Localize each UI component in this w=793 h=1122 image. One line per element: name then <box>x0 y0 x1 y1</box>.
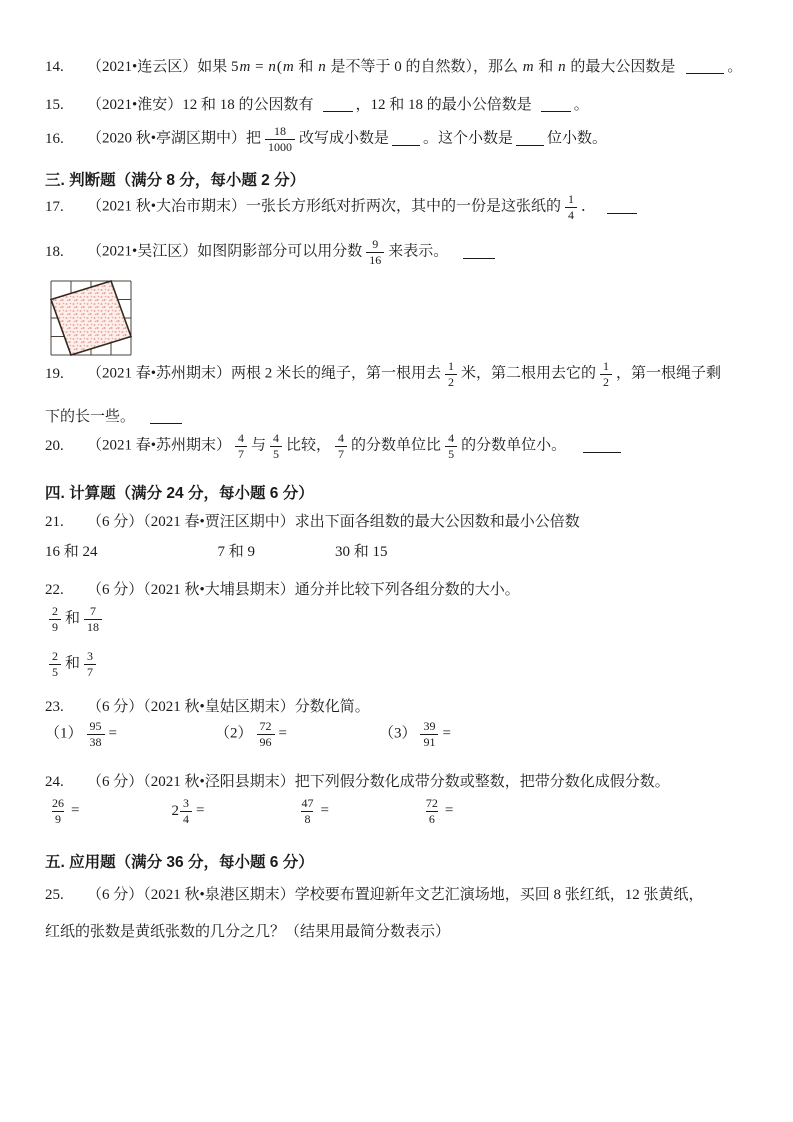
fraction-denominator: 91 <box>420 734 438 749</box>
fraction-numerator: 72 <box>425 796 438 810</box>
question-number: 23. <box>45 699 64 715</box>
fraction-denominator: 4 <box>180 811 192 826</box>
spacer <box>135 420 147 421</box>
text-run: = <box>195 802 205 819</box>
math-variable: m <box>239 59 251 75</box>
answer-blank <box>323 108 353 112</box>
question-number: 24. <box>45 774 64 790</box>
fraction <box>423 797 441 825</box>
math-variable: n <box>558 59 566 75</box>
fraction-numerator: 72 <box>259 719 272 733</box>
fraction-denominator: 5 <box>445 446 457 461</box>
math-variable: n <box>318 59 326 75</box>
text-run: ，第一根绳子剩 <box>616 365 722 382</box>
question-number: 18. <box>45 243 64 260</box>
answer-blank <box>607 210 637 214</box>
answer-blank <box>392 142 420 146</box>
fraction-numerator: 1 <box>568 192 575 206</box>
spacer <box>287 737 379 738</box>
answer-blank <box>516 142 544 146</box>
fraction-numerator: 39 <box>423 719 436 733</box>
question-17 <box>45 193 755 221</box>
text-run: 和 <box>534 59 558 75</box>
question-19 <box>45 360 755 388</box>
question-22 <box>45 580 755 602</box>
question-20 <box>45 432 755 460</box>
fraction <box>445 432 457 460</box>
fraction <box>420 720 438 748</box>
spacer <box>566 449 580 450</box>
question-number: 15. <box>45 97 64 113</box>
question-25 <box>45 885 755 907</box>
answer-blank <box>150 420 182 424</box>
text-run: 。 <box>727 59 743 75</box>
fraction-denominator: 2 <box>600 374 612 389</box>
text-run: 。 <box>573 97 589 113</box>
spacer <box>79 814 171 815</box>
answer-blank <box>541 108 571 112</box>
text-run: 比较， <box>286 437 332 454</box>
section-5-word-problems <box>45 852 755 874</box>
fraction-denominator: 96 <box>257 734 275 749</box>
fraction-numerator: 2 <box>52 649 58 663</box>
text-run: 下的长一些。 <box>45 409 136 425</box>
fraction-numerator: 95 <box>89 719 102 733</box>
fraction-numerator: 4 <box>273 431 280 445</box>
fraction <box>235 432 247 460</box>
fraction-denominator: 16 <box>366 252 384 267</box>
text-run: 和 <box>294 59 318 75</box>
question-22-pair-2 <box>45 650 755 678</box>
question-number: 17. <box>45 198 64 215</box>
text-run: 位小数。 <box>547 130 608 147</box>
fraction-denominator: 4 <box>565 207 577 222</box>
fraction-numerator: 9 <box>372 237 379 251</box>
spacer <box>117 737 215 738</box>
fraction-denominator: 7 <box>235 446 247 461</box>
spacer <box>532 108 538 109</box>
text-run: （1） <box>45 725 83 742</box>
fraction-numerator: 7 <box>90 604 97 618</box>
fraction <box>49 797 67 825</box>
fraction <box>180 797 192 825</box>
fraction-numerator: 2 <box>52 604 58 618</box>
text-run: ． <box>581 198 597 215</box>
text-run: = <box>71 802 80 819</box>
question-15 <box>45 95 755 117</box>
fraction <box>600 360 612 388</box>
spacer <box>314 108 320 109</box>
spacer <box>596 210 604 211</box>
mixed-number <box>171 797 196 825</box>
question-14 <box>45 57 755 79</box>
spacer <box>448 255 460 256</box>
fraction-numerator: 3 <box>87 649 94 663</box>
text-run: （6 分）（2021 秋•大埔县期末）通分并比较下列各组分数的大小。 <box>87 582 520 598</box>
text-run: （2020 秋•亭湖区期中）把 <box>87 130 262 147</box>
fraction-denominator: 8 <box>301 811 313 826</box>
math-variable: m <box>522 59 534 75</box>
text-run: 改写成小数是 <box>299 130 390 147</box>
answer-blank <box>463 255 495 259</box>
answer-blank <box>686 70 724 74</box>
fraction <box>49 605 61 633</box>
fraction-denominator: 18 <box>84 619 102 634</box>
text-run: （6 分）（2021 春•贾汪区期中）求出下面各组数的最大公因数和最小公倍数 <box>87 514 580 530</box>
text-run: 16 和 24 <box>45 544 98 560</box>
text-run: ，12 和 18 的最小公倍数是 <box>355 97 532 113</box>
question-16 <box>45 125 755 153</box>
fraction <box>257 720 275 748</box>
text-run: ( <box>276 59 282 75</box>
spacer <box>255 555 335 556</box>
text-run: = <box>251 59 268 75</box>
fraction-numerator: 47 <box>301 796 314 810</box>
question-number: 14. <box>45 59 64 75</box>
section-heading-text: 四. 计算题（满分 24 分，每小题 6 分） <box>45 485 314 502</box>
fraction <box>84 650 96 678</box>
fraction-numerator: 3 <box>182 796 189 811</box>
text-run: （2021•连云区）如果 5 <box>87 59 239 75</box>
text-run: 米，第二根用去它的 <box>461 365 597 382</box>
text-run: = <box>278 725 287 742</box>
fraction <box>270 432 282 460</box>
text-run: 30 和 15 <box>335 544 388 560</box>
spacer <box>675 70 683 71</box>
shaded-tilted-square-figure <box>49 279 133 357</box>
section-heading-text: 五. 应用题（满分 36 分，每小题 6 分） <box>45 854 314 871</box>
fraction-denominator: 1000 <box>265 139 295 154</box>
fraction-denominator: 2 <box>445 374 457 389</box>
mixed-number-whole: 2 <box>171 802 179 819</box>
text-run: （2021 秋•大冶市期末）一张长方形纸对折两次，其中的一份是这张纸的 <box>87 198 562 215</box>
question-23-items-row <box>45 720 755 748</box>
spacer <box>98 555 218 556</box>
text-run: 的分数单位比 <box>351 437 442 454</box>
text-run: （6 分）（2021 秋•泾阳县期末）把下列假分数化成带分数或整数，把带分数化成假分数。 <box>87 774 670 790</box>
math-variable: n <box>268 59 276 75</box>
question-number: 25. <box>45 887 64 903</box>
text-run: 。这个小数是 <box>423 130 514 147</box>
question-number: 21. <box>45 514 64 530</box>
section-4-calculation <box>45 483 755 505</box>
fraction <box>84 605 102 633</box>
text-run: 与 <box>251 437 267 454</box>
text-run: 和 <box>65 655 81 672</box>
text-run: = <box>444 802 454 819</box>
text-run: 红纸的张数是黄纸张数的几分之几？（结果用最简分数表示） <box>45 924 451 940</box>
fraction-denominator: 7 <box>84 664 96 679</box>
question-18 <box>45 238 755 266</box>
question-22-pair-1 <box>45 605 755 633</box>
text-run: （2021•淮安）12 和 18 的公因数有 <box>87 97 314 113</box>
fraction <box>298 797 316 825</box>
question-number: 19. <box>45 365 64 382</box>
fraction <box>265 125 295 153</box>
text-run: 和 <box>65 610 81 627</box>
text-run: 7 和 9 <box>217 544 256 560</box>
fraction-denominator: 7 <box>335 446 347 461</box>
question-25-line2 <box>45 922 755 944</box>
fraction-denominator: 6 <box>426 811 438 826</box>
text-run: （6 分）（2021 秋•泉港区期末）学校要布置迎新年文艺汇演场地，买回 8 张红纸，12 张黄纸， <box>87 887 704 903</box>
question-21-numbers-row <box>45 542 755 564</box>
fraction <box>366 238 384 266</box>
text-run: 来表示。 <box>388 243 449 260</box>
question-21 <box>45 512 755 534</box>
fraction <box>87 720 105 748</box>
section-heading-text: 三. 判断题（满分 8 分，每小题 2 分） <box>45 172 306 189</box>
fraction-numerator: 4 <box>448 431 455 445</box>
fraction <box>49 650 61 678</box>
spacer <box>329 814 419 815</box>
text-run: 的最大公因数是 <box>566 59 676 75</box>
text-run: = <box>320 802 329 819</box>
fraction-numerator: 1 <box>603 359 610 373</box>
text-run: （2021 春•苏州期末）两根 2 米长的绳子，第一根用去 <box>87 365 442 382</box>
question-23 <box>45 697 755 719</box>
text-run: （2021 春•苏州期末） <box>87 437 232 454</box>
text-run: （2021•吴江区）如图阴影部分可以用分数 <box>87 243 363 260</box>
text-run: （2） <box>214 725 253 742</box>
math-variable: m <box>282 59 294 75</box>
question-number: 20. <box>45 437 64 454</box>
text-run: 是不等于 0 的自然数），那么 <box>326 59 522 75</box>
fraction-numerator: 26 <box>52 796 64 810</box>
fraction <box>445 360 457 388</box>
fraction-numerator: 18 <box>274 124 287 138</box>
text-run: （3） <box>378 725 417 742</box>
question-24-items-row <box>45 797 755 826</box>
question-24 <box>45 772 755 794</box>
fraction-denominator: 5 <box>49 664 61 679</box>
text-run: （6 分）（2021 秋•皇姑区期末）分数化简。 <box>87 699 370 715</box>
fraction-denominator: 5 <box>270 446 282 461</box>
text-run: 的分数单位小。 <box>461 437 567 454</box>
question-19-line2 <box>45 407 755 429</box>
fraction-denominator: 9 <box>52 811 64 826</box>
fraction-denominator: 9 <box>49 619 61 634</box>
fraction-numerator: 4 <box>238 431 245 445</box>
question-number: 22. <box>45 582 64 598</box>
fraction <box>565 193 577 221</box>
question-number: 16. <box>45 130 64 147</box>
question-18-figure <box>49 279 759 365</box>
spacer <box>204 814 294 815</box>
fraction-numerator: 4 <box>338 431 345 445</box>
section-3-judgement <box>45 170 755 192</box>
fraction-denominator: 38 <box>87 734 105 749</box>
answer-blank <box>583 449 621 453</box>
text-run: = <box>442 725 451 742</box>
fraction-numerator: 1 <box>448 359 455 373</box>
text-run: = <box>108 725 117 742</box>
fraction <box>335 432 347 460</box>
